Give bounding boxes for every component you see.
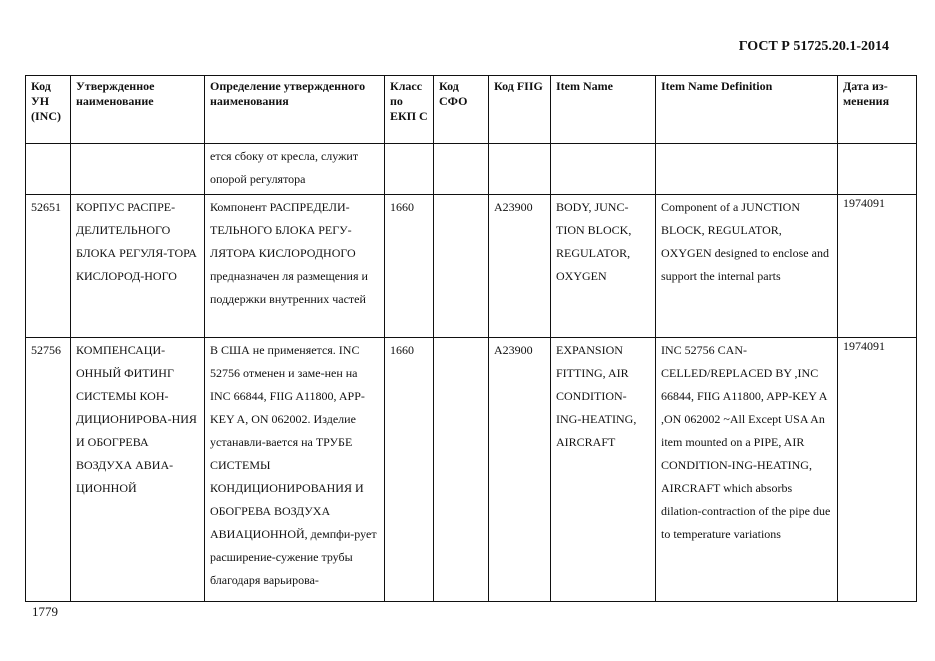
- column-header-item-name-definition: Item Name Definition: [656, 76, 838, 144]
- table-row: [26, 195, 917, 338]
- cell-date: 1974091: [838, 195, 917, 338]
- page-number: 1779: [32, 604, 58, 619]
- cell-date: 1974091: [838, 338, 917, 602]
- table-row-continuation: [26, 144, 917, 195]
- cell-item-name: BODY, JUNC-TION BLOCK, REGULATOR, OXYGEN: [551, 195, 656, 338]
- cell-fiig: [489, 144, 551, 195]
- column-header-item-name: Item Name: [551, 76, 656, 144]
- cell-inc: 52651: [26, 195, 71, 338]
- cell-sfo: [434, 338, 489, 602]
- cell-sfo: [434, 195, 489, 338]
- cell-name: КОРПУС РАСПРЕ-ДЕЛИТЕЛЬНОГО БЛОКА РЕГУЛЯ-ТОРА КИСЛОРОД-НОГО: [71, 195, 205, 338]
- cell-definition: В США не применяется. INC 52756 отменен и заме-нен на INC 66844, FIIG A11800, APP-KEY A, ON 062002. Изделие устанавли-вается на ТРУБЕ СИСТЕМЫ КОНДИЦИОНИРОВАНИЯ И ОБОГРЕВА ВОЗДУХА АВИАЦИОННОЙ, демпфи-рует расширение-сужение трубы благодаря варьирова-: [205, 338, 385, 602]
- column-header-approved-name: Утвержденное наименование: [71, 76, 205, 144]
- cell-fiig: A23900: [489, 338, 551, 602]
- cell-ekps: [385, 144, 434, 195]
- column-header-change-date: Дата из-менения: [838, 76, 917, 144]
- column-header-sfo-code: Код СФО: [434, 76, 489, 144]
- table-header-row: [26, 76, 917, 144]
- document-standard-number: ГОСТ Р 51725.20.1-2014: [738, 39, 889, 54]
- cell-ekps: 1660: [385, 338, 434, 602]
- classification-table: [25, 75, 917, 602]
- column-header-ekps-class: Класс по ЕКП С: [385, 76, 434, 144]
- cell-ekps: 1660: [385, 195, 434, 338]
- cell-fiig: A23900: [489, 195, 551, 338]
- column-header-inc: Код УН (INC): [26, 76, 71, 144]
- cell-inc: 52756: [26, 338, 71, 602]
- cell-definition: Компонент РАСПРЕДЕЛИ-ТЕЛЬНОГО БЛОКА РЕГУ-ЛЯТОРА КИСЛОРОДНОГО предназначен ля размещения и поддержки внутренних частей: [205, 195, 385, 338]
- column-header-fiig-code: Код FIIG: [489, 76, 551, 144]
- cell-inc: [26, 144, 71, 195]
- cell-sfo: [434, 144, 489, 195]
- cell-name: КОМПЕНСАЦИ-ОННЫЙ ФИТИНГ СИСТЕМЫ КОН-ДИЦИОНИРОВА-НИЯ И ОБОГРЕВА ВОЗДУХА АВИА-ЦИОННОЙ: [71, 338, 205, 602]
- cell-date: [838, 144, 917, 195]
- table-row: [26, 338, 917, 602]
- cell-item-definition: [656, 144, 838, 195]
- cell-item-name: EXPANSION FITTING, AIR CONDITION-ING-HEATING, AIRCRAFT: [551, 338, 656, 602]
- column-header-definition: Определение утвержденного наименования: [205, 76, 385, 144]
- cell-item-name: [551, 144, 656, 195]
- cell-item-definition: Component of a JUNCTION BLOCK, REGULATOR, OXYGEN designed to enclose and support the internal parts: [656, 195, 838, 338]
- cell-name: [71, 144, 205, 195]
- cell-item-definition: INC 52756 CAN-CELLED/REPLACED BY ,INC 66844, FIIG A11800, APP-KEY A ,ON 062002 ~All Except USA An item mounted on a PIPE, AIR CONDITION-ING-HEATING, AIRCRAFT which absorbs dilation-contraction of the pipe due to temperature variations: [656, 338, 838, 602]
- cell-definition: ется сбоку от кресла, служит опорой регулятора: [205, 144, 385, 195]
